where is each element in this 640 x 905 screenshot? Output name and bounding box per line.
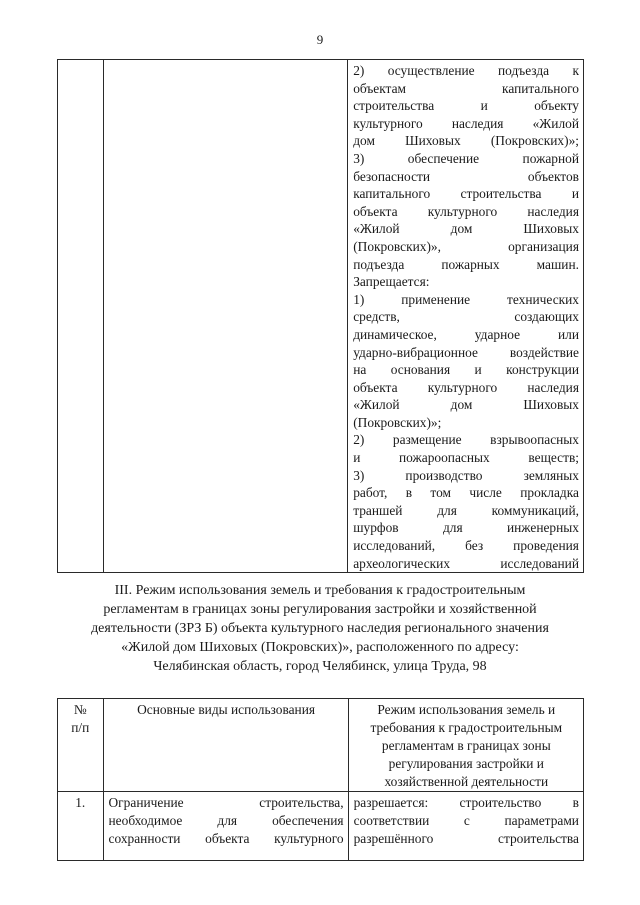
text-line: 3) обеспечение пожарной <box>353 150 579 166</box>
section-heading <box>60 581 580 676</box>
text-line: регламентам в границах зоны регулирования застройки и хозяйственной <box>103 602 537 617</box>
row-regime <box>348 792 583 861</box>
text-line: на основания и конструкции <box>353 362 579 378</box>
text-line: ударно-вибрационное воздействие <box>353 344 579 360</box>
text-line: Запрещается: <box>353 274 430 290</box>
header-number-line: № <box>73 702 87 717</box>
text-line: 1) применение технических <box>353 291 579 307</box>
text-line: регламентам в границах зоны <box>381 738 551 753</box>
text-line: динамическое, ударное или <box>353 326 579 342</box>
text-line: капитального строительства и <box>353 186 579 202</box>
text-line: дом Шиховых (Покровских)»; <box>353 133 579 149</box>
table-cell-regime <box>348 60 584 573</box>
text-line: работ, в том числе прокладка <box>353 485 579 501</box>
text-line: Ограничение строительства, <box>108 795 344 810</box>
regime-text <box>348 60 583 572</box>
text-line: объектам капитального <box>353 80 579 96</box>
text-line: объекта культурного наследия <box>353 203 579 219</box>
table-zrz-b <box>57 698 584 861</box>
header-regime <box>348 699 583 792</box>
text-line: и пожароопасных веществ; <box>353 450 579 466</box>
table-cell-number <box>58 60 104 573</box>
table-continued <box>57 59 584 573</box>
header-number <box>58 699 104 792</box>
text-line: подъезда пожарных машин. <box>353 256 579 272</box>
text-line: деятельности (ЗРЗ Б) объекта культурного наследия регионального значения <box>91 621 549 636</box>
text-line: шурфов для инженерных <box>353 520 579 536</box>
text-line: разрешённого строительства <box>353 831 579 846</box>
text-line: соответствии с параметрами <box>353 813 579 828</box>
text-line: 3) производство земляных <box>353 467 579 483</box>
text-line: траншей для коммуникаций, <box>353 502 579 518</box>
text-line: необходимое для обеспечения <box>108 813 344 828</box>
text-line: хозяйственной деятельности <box>384 774 549 789</box>
table-header-row <box>58 699 584 792</box>
text-line: требования к градостроительным <box>370 720 563 735</box>
row-usage <box>103 792 348 861</box>
text-line: разрешается: строительство в <box>353 795 579 810</box>
text-line: «Жилой дом Шиховых <box>353 397 579 413</box>
text-line: «Жилой дом Шиховых (Покровских)», расположенного по адресу: <box>121 640 519 655</box>
table-row <box>58 792 584 861</box>
row-number <box>58 792 104 861</box>
text-line: регулирования застройки и <box>388 756 544 771</box>
text-line: 2) осуществление подъезда к <box>353 63 579 78</box>
text-line: Челябинская область, город Челябинск, улица Труда, 98 <box>153 659 487 674</box>
text-line: (Покровских)»; <box>353 414 442 430</box>
header-usage-label: Основные виды использования <box>137 702 316 717</box>
text-line: Режим использования земель и <box>377 702 556 717</box>
table-cell-usage <box>103 60 347 573</box>
header-usage <box>103 699 348 792</box>
text-line: исследований, без проведения <box>353 538 579 554</box>
row-regime-text <box>349 792 583 848</box>
text-line: «Жилой дом Шиховых <box>353 221 579 237</box>
page-number: 9 <box>316 32 324 47</box>
text-line: безопасности объектов <box>353 168 579 184</box>
header-number-line: п/п <box>71 720 90 735</box>
text-line: объекта культурного наследия <box>353 379 579 395</box>
text-line: археологических исследований <box>353 555 579 571</box>
header-regime-text <box>349 699 583 791</box>
row-usage-text <box>104 792 348 848</box>
text-line: культурного наследия «Жилой <box>353 115 579 131</box>
row-number-value: 1. <box>75 795 86 810</box>
text-line: сохранности объекта культурного <box>108 831 344 846</box>
text-line: средств, создающих <box>353 309 579 325</box>
text-line: (Покровских)», организация <box>353 238 579 254</box>
text-line: 2) размещение взрывоопасных <box>353 432 579 448</box>
text-line: III. Режим использования земель и требования к градостроительным <box>114 583 526 598</box>
text-line: строительства и объекту <box>353 98 579 114</box>
